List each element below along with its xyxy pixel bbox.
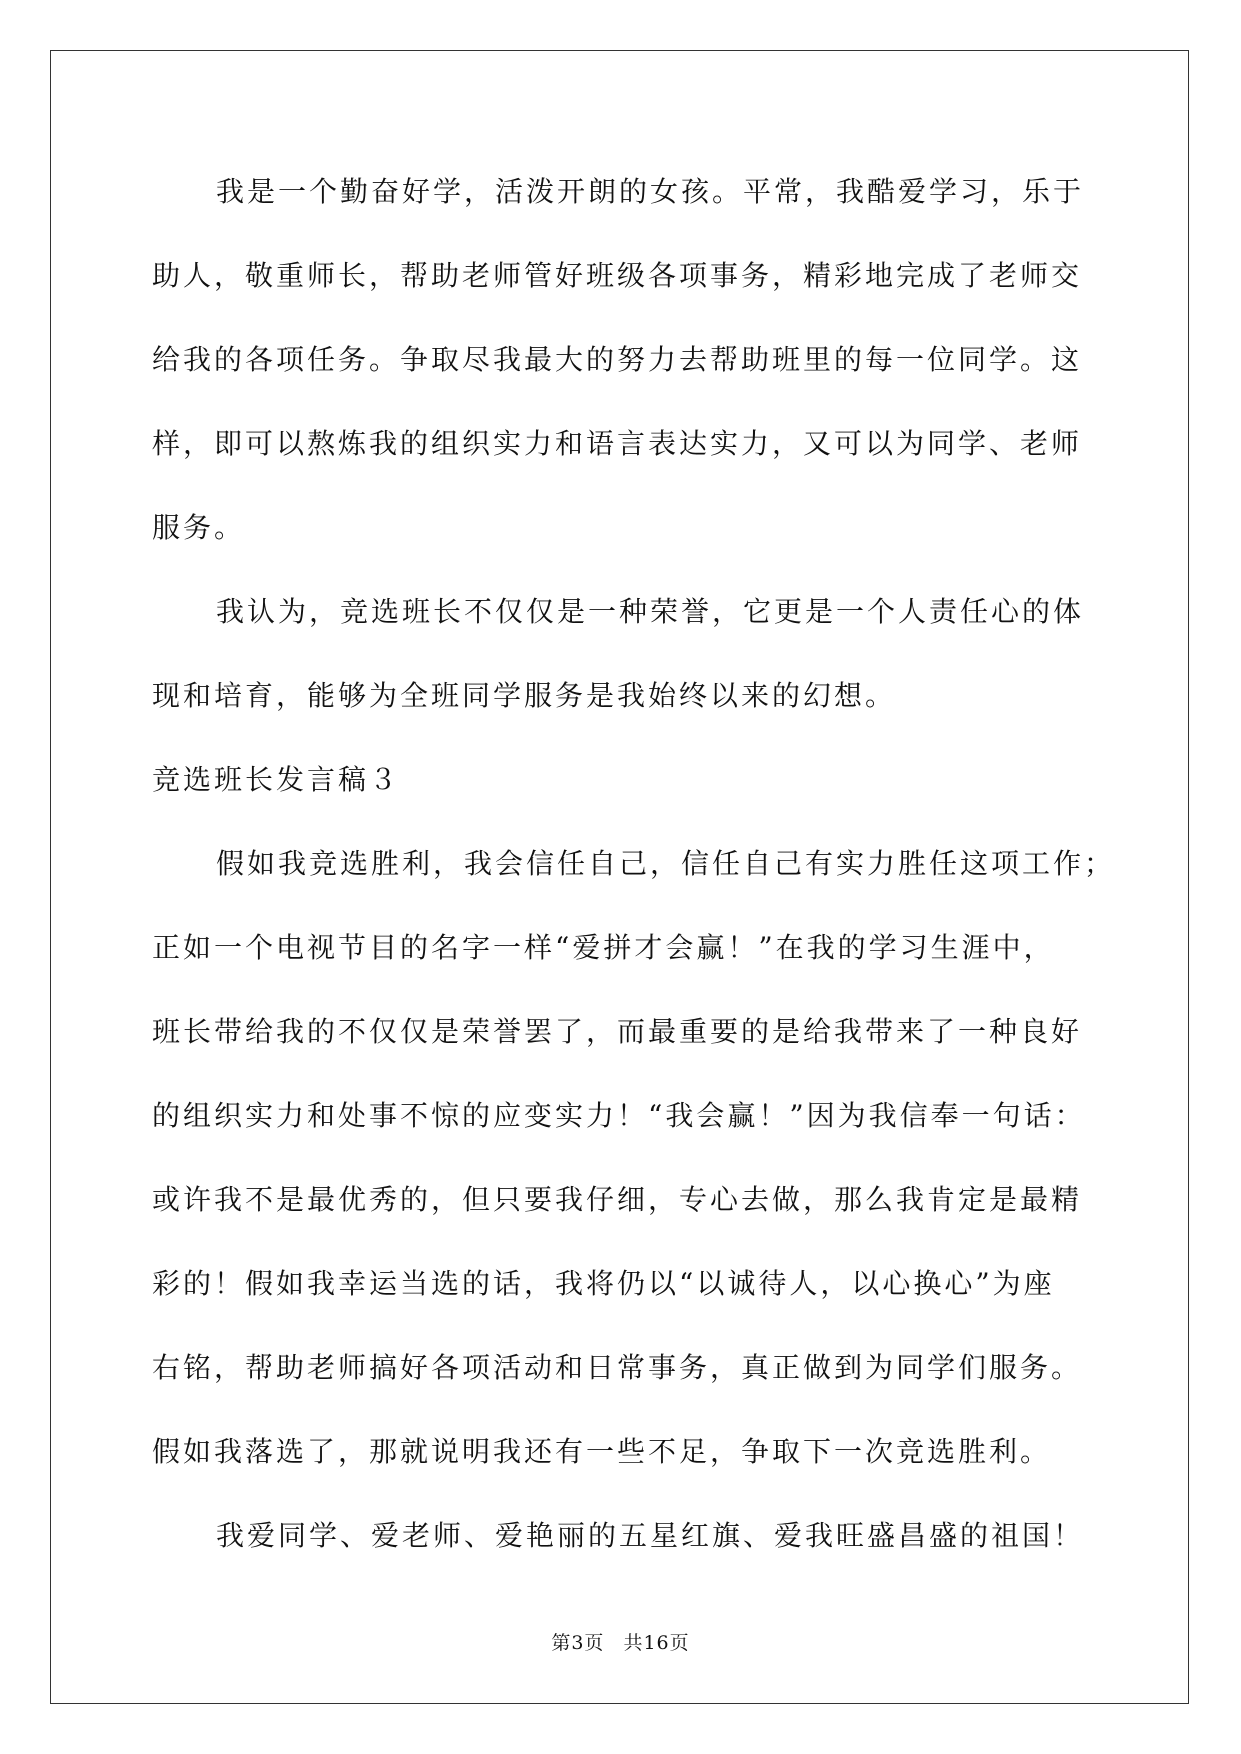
text-line: 给我的各项任务。争取尽我最大的努力去帮助班里的每一位同学。这 [152, 343, 1083, 376]
paragraph-2 [152, 570, 1092, 738]
page-total: 共16页 [623, 1632, 690, 1654]
section-heading [152, 738, 1092, 822]
paragraph-4 [152, 1494, 1092, 1578]
text-line: 或许我不是最优秀的，但只要我仔细，专心去做，那么我肯定是最精 [152, 1183, 1083, 1216]
text-line: 我认为，竞选班长不仅仅是一种荣誉，它更是一个人责任心的体 [216, 595, 1085, 628]
text-line: 右铭，帮助老师搞好各项活动和日常事务，真正做到为同学们服务。 [152, 1351, 1083, 1384]
text-line: 我爱同学、爱老师、爱艳丽的五星红旗、爱我旺盛昌盛的祖国！ [216, 1519, 1085, 1552]
text-line: 班长带给我的不仅仅是荣誉罢了，而最重要的是给我带来了一种良好 [152, 1015, 1083, 1048]
heading-text: 竞选班长发言稿３ [152, 763, 401, 796]
text-line: 服务。 [152, 511, 246, 544]
text-line: 彩的！假如我幸运当选的话，我将仍以“以诚待人，以心换心”为座 [152, 1267, 1055, 1300]
page-number: 第3页 [551, 1632, 605, 1654]
page-footer [0, 1628, 1241, 1655]
document-body [152, 150, 1116, 1578]
text-line: 假如我竞选胜利，我会信任自己，信任自己有实力胜任这项工作； [216, 847, 1116, 880]
text-line: 正如一个电视节目的名字一样“爱拼才会赢！”在我的学习生涯中， [152, 931, 1055, 964]
text-line: 假如我落选了，那就说明我还有一些不足，争取下一次竞选胜利。 [152, 1435, 1052, 1468]
text-line: 现和培育，能够为全班同学服务是我始终以来的幻想。 [152, 679, 897, 712]
text-line: 的组织实力和处事不惊的应变实力！“我会赢！”因为我信奉一句话： [152, 1099, 1086, 1132]
text-line: 我是一个勤奋好学，活泼开朗的女孩。平常，我酷爱学习，乐于 [216, 175, 1085, 208]
paragraph-1 [152, 150, 1092, 570]
text-line: 助人，敬重师长，帮助老师管好班级各项事务，精彩地完成了老师交 [152, 259, 1083, 292]
paragraph-3 [152, 822, 1116, 1494]
text-line: 样，即可以熬炼我的组织实力和语言表达实力，又可以为同学、老师 [152, 427, 1083, 460]
